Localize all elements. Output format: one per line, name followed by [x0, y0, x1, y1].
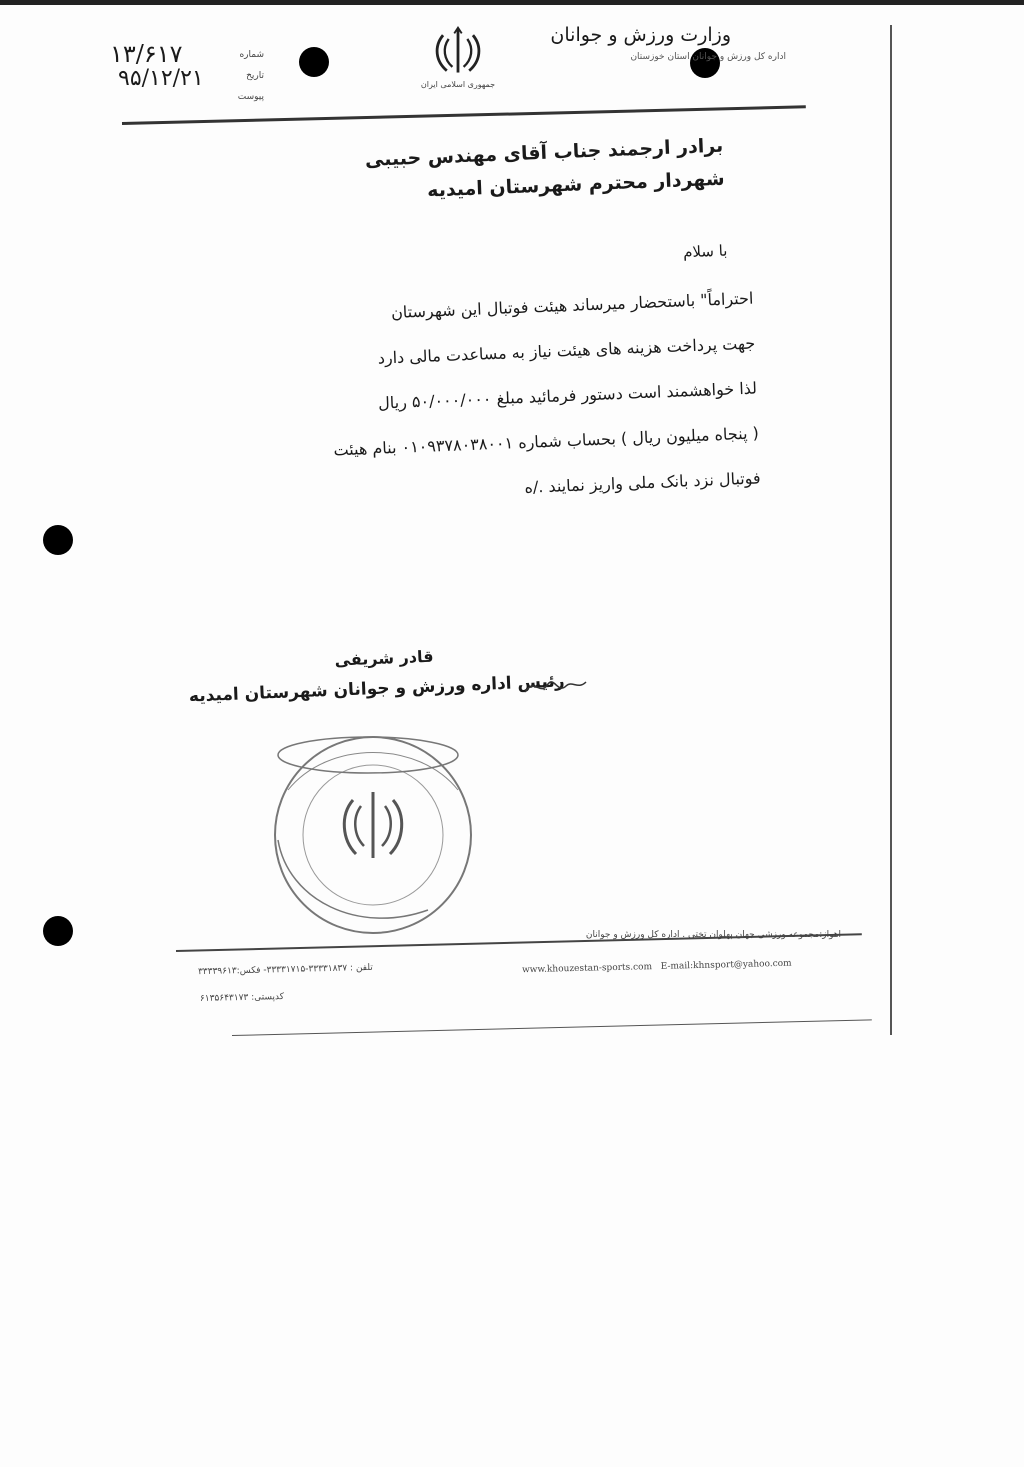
- label-attachment: پیوست: [237, 92, 264, 102]
- ministry-title: وزارت ورزش و جوانان: [550, 24, 731, 46]
- body-line: جهت پرداخت هزینه های هیئت نیاز به مساعدت مالی دارد: [377, 333, 756, 368]
- footer-postal-code: کدپستی: ۶۱۳۵۶۴۳۱۷۳: [199, 991, 285, 1005]
- footer-website: www.khouzestan-sports.com: [521, 962, 653, 976]
- letter-number: ۱۳/۶۱۷: [110, 40, 183, 68]
- footer-phone: تلفن : ۳۳۳۳۱۸۳۷-۳۳۳۳۱۷۱۵- فکس:۳۳۳۳۹۶۱۳: [197, 962, 373, 978]
- signer-name: قادر شریفی: [334, 646, 434, 670]
- signer-title: رئیس اداره ورزش و جوانان شهرستان امیدیه: [188, 671, 565, 707]
- greeting: با سلام: [682, 241, 728, 262]
- official-stamp-icon: [268, 730, 478, 940]
- emblem-caption: جمهوری اسلامی ایران: [420, 80, 496, 89]
- letter-date: ۹۵/۱۲/۲۱: [118, 66, 204, 91]
- addressee: شهردار محترم شهرستان امیدیه: [426, 167, 725, 202]
- body-line: لذا خواهشمند است دستور فرمائید مبلغ ۵۰/۰۰۰/۰۰۰ ریال: [377, 378, 758, 413]
- footer-address: اهواز:مجموعه ورزشی جهان پهلوان تختی . اداره کل ورزش و جوانان: [585, 930, 841, 940]
- label-date: تاریخ: [246, 71, 264, 81]
- ministry-subtitle: اداره کل ورزش و جوانان استان خوزستان: [630, 52, 786, 62]
- label-number: شماره: [239, 50, 264, 60]
- body-line: فوتبال نزد بانک ملی واریز نمایند ./ه: [524, 468, 761, 497]
- body-line: احتراماً" باستحضار میرساند هیئت فوتبال این شهرستان: [390, 288, 754, 323]
- signature-icon: [520, 672, 590, 702]
- salutation: برادر ارجمند جناب آقای مهندس حبیبی: [364, 134, 724, 171]
- body-line: ( پنجاه میلیون ریال ) بحساب شماره ۰۱۰۹۳۷۸۰۳۸۰۰۱ بنام هیئت: [333, 423, 760, 460]
- footer-email: E-mail:khnsport@yahoo.com: [660, 958, 792, 972]
